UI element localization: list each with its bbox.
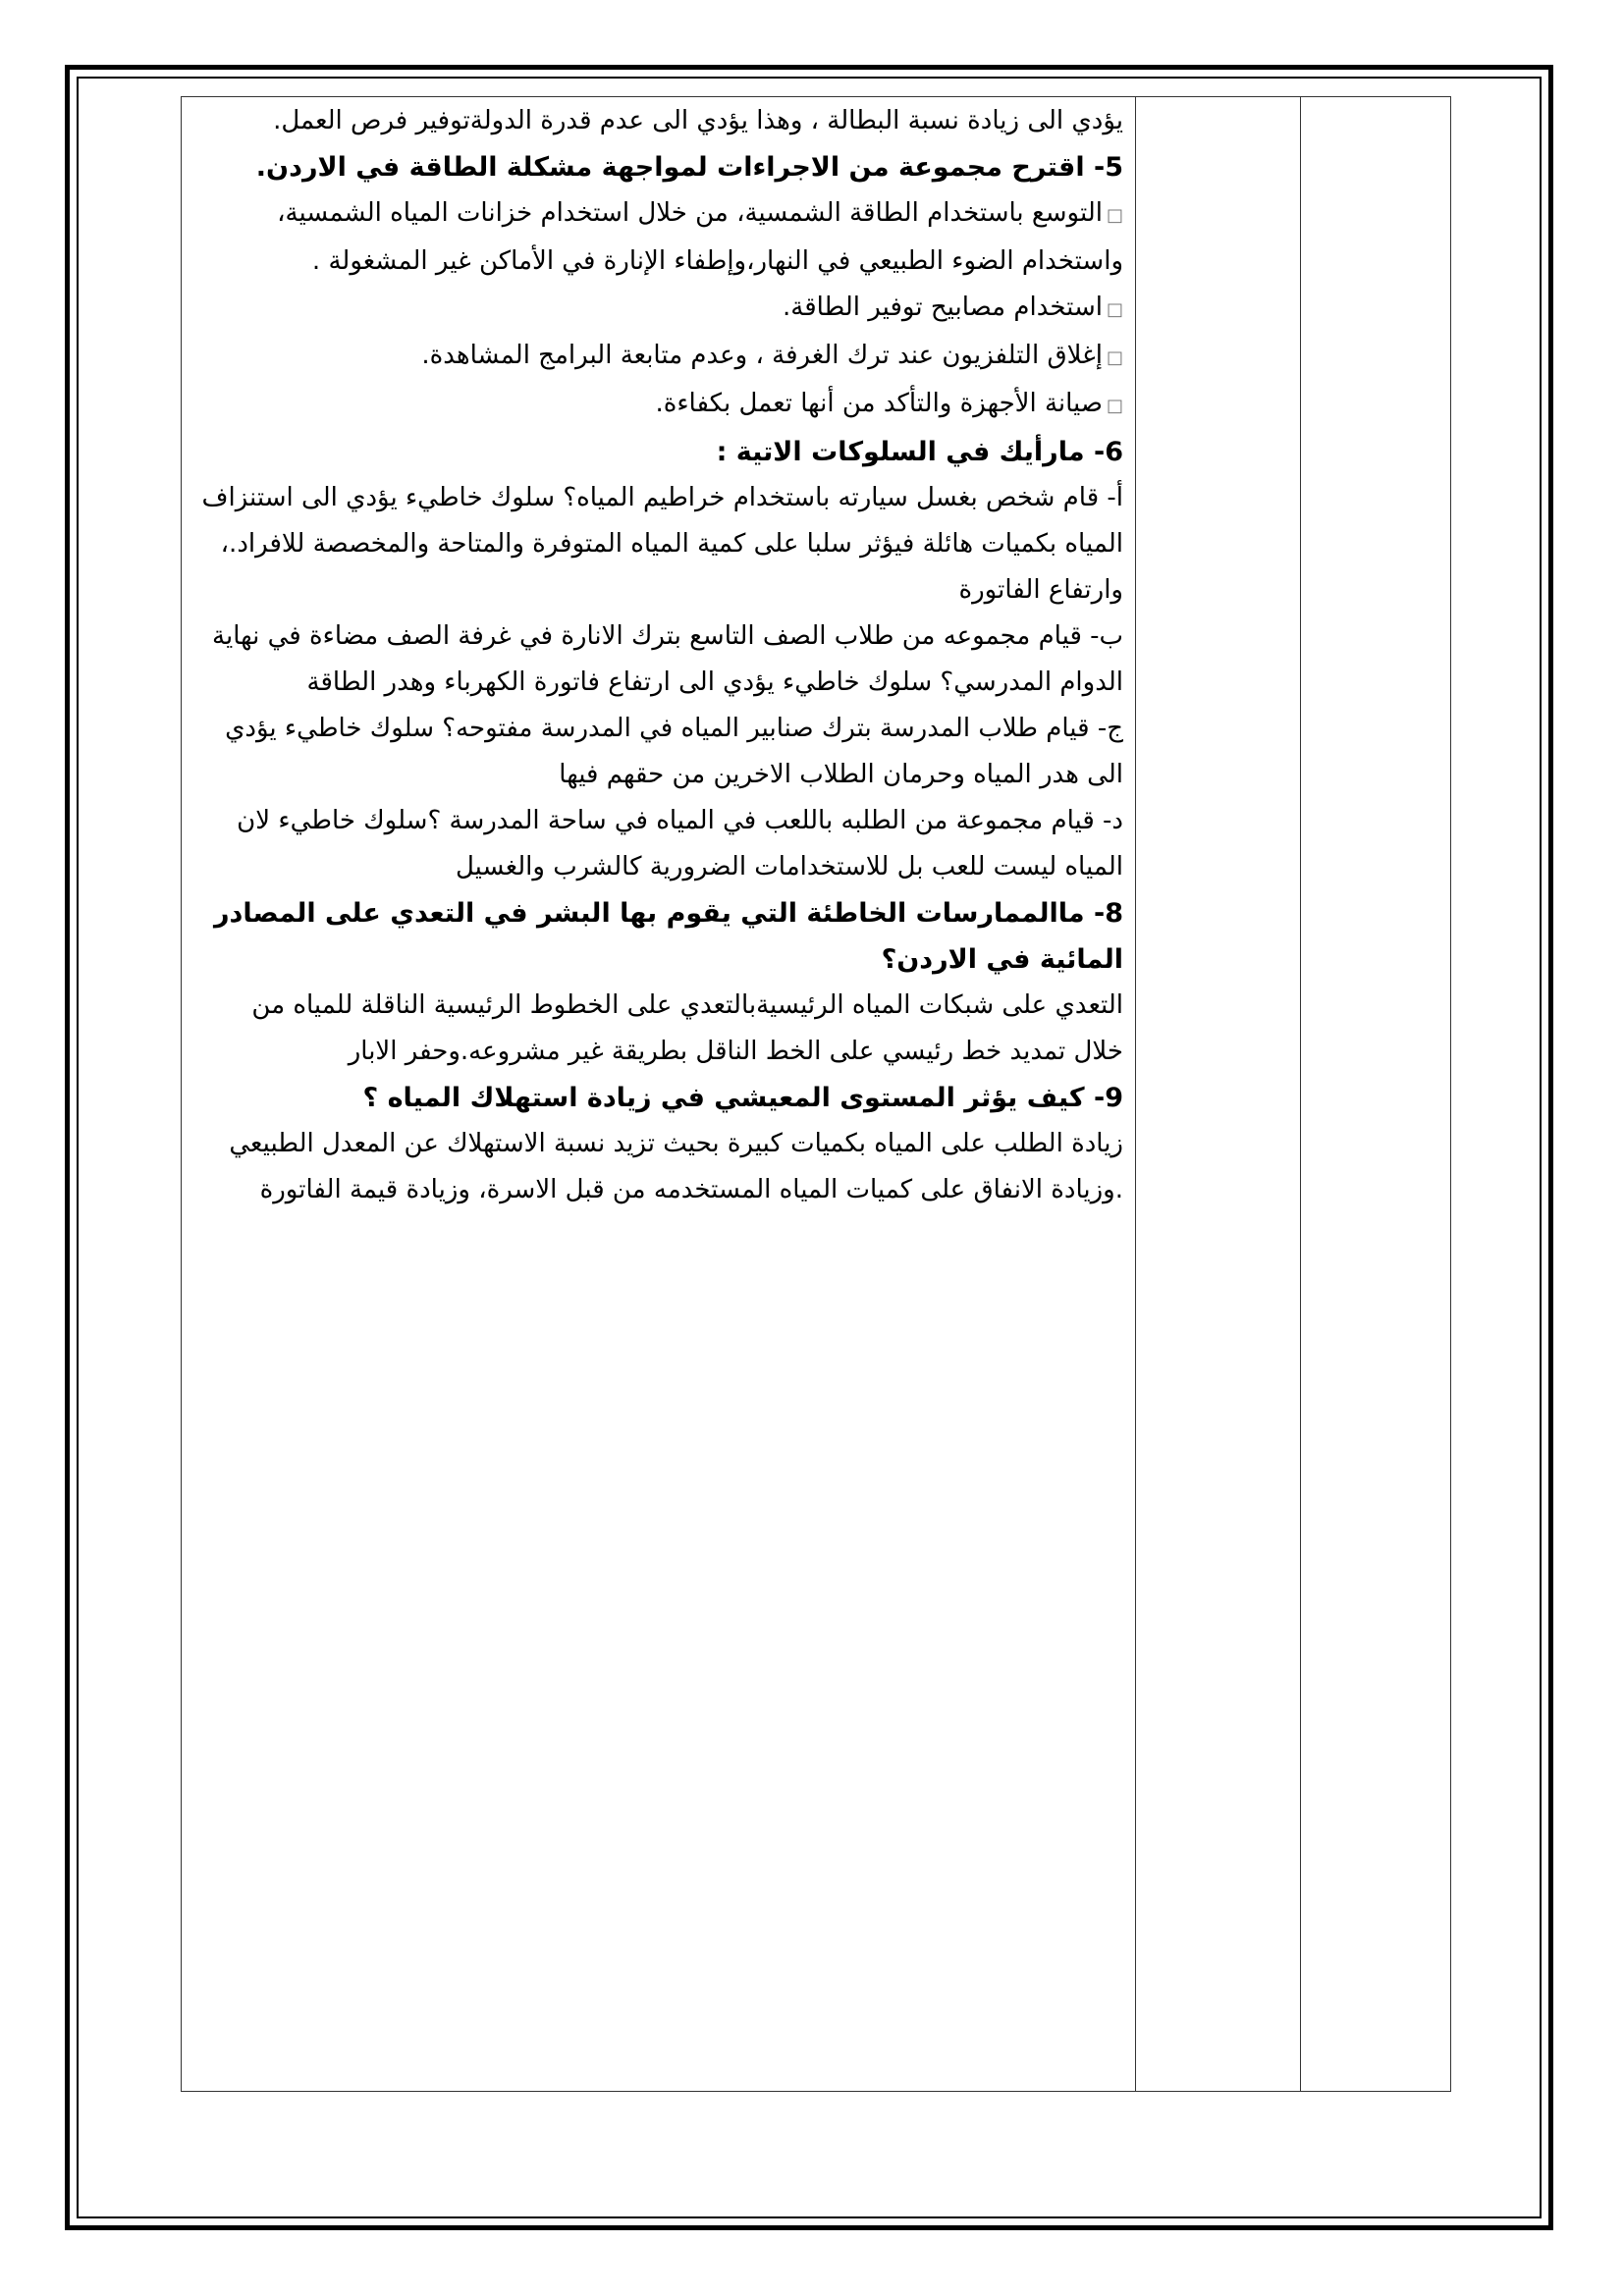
q5-item-2: □ استخدام مصابيح توفير الطاقة.	[194, 285, 1123, 333]
question-5: 5- اقترح مجموعة من الاجراءات لمواجهة مشكلة الطاقة في الاردن.	[255, 152, 1123, 183]
question-9: 9- كيف يؤثر المستوى المعيشي في زيادة استهلاك المياه ؟	[362, 1083, 1123, 1113]
q6-item-a: أ- قام شخص بغسل سيارته باستخدام خراطيم المياه؟ سلوك خاطيء يؤدي الى استنزاف المياه بكميات هائلة فيؤثر سلبا على كمية المياه المتوفرة والمتاحة والمخصصة للافراد.، وارتفاع الفاتورة	[201, 483, 1123, 605]
question-8: 8- ماالممارسات الخاطئة التي يقوم بها البشر في التعدي على المصادر المائية في الاردن؟	[214, 898, 1123, 975]
answer-content	[194, 98, 1123, 1213]
q5-item-1: □ التوسع باستخدام الطاقة الشمسية، من خلال استخدام خزانات المياه الشمسية، واستخدام الضوء الطبيعي في النهار،وإطفاء الإنارة في الأماكن غير المشغولة .	[194, 190, 1123, 285]
q8-answer: التعدي على شبكات المياه الرئيسيةبالتعدي على الخطوط الرئيسية الناقلة للمياه من خلال تمديد خط رئيسي على الخط الناقل بطريقة غير مشروعه.وحفر الابار	[251, 990, 1123, 1066]
q6-item-c: ج- قيام طلاب المدرسة بترك صنابير المياه في المدرسة مفتوحه؟ سلوك خاطيء يؤدي الى هدر المياه وحرمان الطلاب الاخرين من حقهم فيها	[225, 714, 1123, 789]
table-column-divider	[1135, 96, 1136, 2092]
q5-item-4: □ صيانة الأجهزة والتأكد من أنها تعمل بكفاءة.	[194, 381, 1123, 429]
table-column-divider	[1300, 96, 1301, 2092]
intro-text: يؤدي الى زيادة نسبة البطالة ، وهذا يؤدي الى عدم قدرة الدولةتوفير فرص العمل.	[273, 106, 1123, 135]
question-6: 6- مارأيك في السلوكات الاتية :	[716, 437, 1123, 467]
q9-answer: زيادة الطلب على المياه بكميات كبيرة بحيث تزيد نسبة الاستهلاك عن المعدل الطبيعي .وزيادة الانفاق على كميات المياه المستخدمه من قبل الاسرة، وزيادة قيمة الفاتورة	[229, 1129, 1123, 1204]
q5-item-3: □ إغلاق التلفزيون عند ترك الغرفة ، وعدم متابعة البرامج المشاهدة.	[194, 333, 1123, 381]
q6-item-b: ب- قيام مجموعه من طلاب الصف التاسع بترك الانارة في غرفة الصف مضاءة في نهاية الدوام المدرسي؟ سلوك خاطيء يؤدي الى ارتفاع فاتورة الكهرباء وهدر الطاقة	[212, 621, 1123, 697]
q6-item-d: د- قيام مجموعة من الطلبه باللعب في المياه في ساحة المدرسة ؟سلوك خاطيء لان المياه ليست للعب بل للاستخدامات الضرورية كالشرب والغسيل	[237, 806, 1123, 881]
